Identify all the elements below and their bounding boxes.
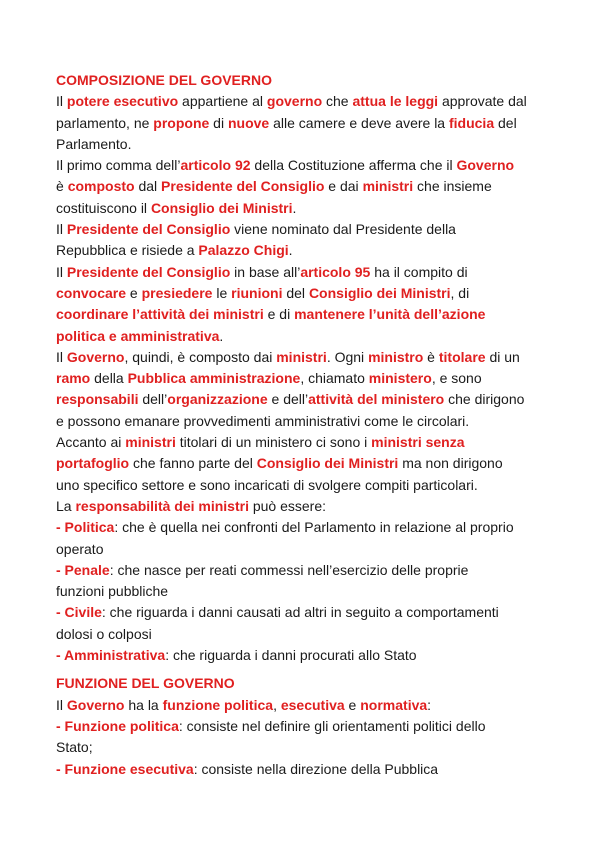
highlighted-term: riunioni bbox=[231, 284, 283, 301]
text-line bbox=[56, 737, 540, 758]
text-segment: Il bbox=[56, 696, 67, 713]
text-line bbox=[56, 262, 540, 283]
highlighted-term: ministri bbox=[125, 434, 176, 451]
highlighted-term: Consiglio dei Ministri bbox=[150, 199, 293, 216]
text-segment: : consiste nella direzione della Pubblica bbox=[193, 760, 439, 777]
highlighted-term: Governo bbox=[66, 348, 125, 365]
text-line bbox=[56, 198, 540, 219]
text-segment: . bbox=[288, 242, 293, 259]
text-segment: Stato; bbox=[56, 739, 93, 756]
text-segment: alle camere e deve avere la bbox=[269, 114, 449, 131]
highlighted-term: Governo bbox=[456, 157, 515, 174]
text-segment: le bbox=[212, 284, 232, 301]
text-segment: della Costituzione afferma che il bbox=[250, 157, 457, 174]
text-line bbox=[56, 560, 540, 581]
text-segment: è bbox=[423, 348, 439, 365]
highlighted-term: fiducia bbox=[448, 114, 495, 131]
text-segment: che bbox=[322, 93, 353, 110]
text-segment: parlamento, ne bbox=[56, 114, 154, 131]
text-line bbox=[56, 389, 540, 410]
text-segment: Il bbox=[56, 348, 67, 365]
text-segment: Il bbox=[56, 221, 67, 238]
text-line bbox=[56, 453, 540, 474]
highlighted-term: nuove bbox=[227, 114, 270, 131]
text-line bbox=[56, 759, 540, 780]
text-segment: e possono emanare provvedimenti amministrativi come le circolari. bbox=[56, 412, 470, 429]
text-segment: di bbox=[209, 114, 228, 131]
highlighted-term: responsabili bbox=[56, 391, 139, 408]
text-line bbox=[56, 645, 540, 666]
text-line bbox=[56, 602, 540, 623]
highlighted-term: Palazzo Chigi bbox=[198, 242, 289, 259]
highlighted-term: composto bbox=[67, 178, 135, 195]
text-line bbox=[56, 304, 540, 325]
text-segment: Il bbox=[56, 93, 67, 110]
text-segment: approvate dal bbox=[438, 93, 527, 110]
text-segment: , chiamato bbox=[300, 370, 369, 387]
text-segment: che dirigono bbox=[444, 391, 525, 408]
text-segment: Il primo comma dell’ bbox=[56, 157, 181, 174]
text-segment: Il bbox=[56, 263, 67, 280]
highlighted-term: convocare bbox=[56, 284, 127, 301]
text-segment: funzioni pubbliche bbox=[56, 583, 169, 600]
document-body bbox=[56, 70, 540, 780]
highlighted-term: - Politica bbox=[56, 519, 115, 536]
text-segment: Accanto ai bbox=[56, 434, 126, 451]
section-body-funzione bbox=[56, 695, 540, 780]
highlighted-term: responsabilità dei ministri bbox=[75, 497, 249, 514]
text-segment: ha la bbox=[124, 696, 163, 713]
highlighted-term: propone bbox=[153, 114, 210, 131]
highlighted-term: - Funzione politica bbox=[56, 717, 179, 734]
text-line bbox=[56, 219, 540, 240]
highlighted-term: potere esecutivo bbox=[66, 93, 179, 110]
highlighted-term: presiedere bbox=[141, 284, 213, 301]
text-segment: dell’ bbox=[138, 391, 168, 408]
highlighted-term: Presidente del Consiglio bbox=[161, 178, 325, 195]
highlighted-term: articolo 95 bbox=[300, 263, 371, 280]
text-line bbox=[56, 326, 540, 347]
highlighted-term: Governo bbox=[66, 696, 125, 713]
text-segment: . Ogni bbox=[326, 348, 369, 365]
highlighted-term: titolare bbox=[438, 348, 486, 365]
highlighted-term: mantenere l’unità dell’azione bbox=[294, 306, 486, 323]
text-segment: e bbox=[126, 284, 142, 301]
highlighted-term: attività del ministero bbox=[308, 391, 445, 408]
text-line bbox=[56, 155, 540, 176]
highlighted-term: attua le leggi bbox=[352, 93, 439, 110]
text-segment: , e sono bbox=[431, 370, 482, 387]
text-segment: ha il compito di bbox=[370, 263, 468, 280]
text-line bbox=[56, 134, 540, 155]
text-segment: di un bbox=[485, 348, 520, 365]
text-segment: : che nasce per reati commessi nell’esercizio delle proprie bbox=[109, 561, 469, 578]
text-line bbox=[56, 176, 540, 197]
text-segment: , di bbox=[450, 284, 470, 301]
highlighted-term: funzione politica bbox=[162, 696, 274, 713]
highlighted-term: - Funzione esecutiva bbox=[56, 760, 194, 777]
text-segment: costituiscono il bbox=[56, 199, 151, 216]
text-segment: Parlamento. bbox=[56, 135, 132, 152]
highlighted-term: ministri senza bbox=[371, 434, 465, 451]
text-line bbox=[56, 517, 540, 538]
text-segment: appartiene al bbox=[178, 93, 267, 110]
text-line bbox=[56, 581, 540, 602]
text-segment: del bbox=[494, 114, 517, 131]
text-line bbox=[56, 432, 540, 453]
text-line bbox=[56, 695, 540, 716]
text-segment: della bbox=[90, 370, 128, 387]
section-heading-composizione: COMPOSIZIONE DEL GOVERNO bbox=[56, 72, 272, 88]
text-segment: e di bbox=[263, 306, 295, 323]
text-line bbox=[56, 539, 540, 560]
highlighted-term: governo bbox=[266, 93, 323, 110]
text-segment: titolari di un ministero ci sono i bbox=[175, 434, 372, 451]
highlighted-term: Presidente del Consiglio bbox=[66, 221, 231, 238]
highlighted-term: - Amministrativa bbox=[56, 647, 166, 664]
text-line bbox=[56, 624, 540, 645]
text-line bbox=[56, 368, 540, 389]
highlighted-term: - Penale bbox=[56, 561, 110, 578]
highlighted-term: ministro bbox=[368, 348, 424, 365]
highlighted-term: ministero bbox=[368, 370, 432, 387]
section-heading-funzione: FUNZIONE DEL GOVERNO bbox=[56, 675, 235, 692]
text-segment: che insieme bbox=[413, 178, 492, 195]
text-segment: . bbox=[219, 327, 224, 344]
text-segment: operato bbox=[56, 540, 104, 557]
highlighted-term: - Civile bbox=[56, 604, 102, 621]
text-line bbox=[56, 240, 540, 261]
text-segment: . bbox=[292, 199, 297, 216]
text-segment: può essere: bbox=[248, 497, 327, 514]
text-segment: è bbox=[56, 178, 68, 195]
text-segment: uno specifico settore e sono incaricati di svolgere compiti particolari. bbox=[56, 476, 478, 493]
text-segment: Repubblica e risiede a bbox=[56, 242, 199, 259]
text-segment: e bbox=[344, 696, 361, 713]
text-segment: dolosi o colposi bbox=[56, 625, 152, 642]
highlighted-term: coordinare l’attività dei ministri bbox=[56, 306, 264, 323]
text-line bbox=[56, 283, 540, 304]
highlighted-term: articolo 92 bbox=[180, 157, 251, 174]
text-segment: : che riguarda i danni procurati allo Stato bbox=[165, 647, 417, 664]
text-segment: che fanno parte del bbox=[129, 455, 257, 472]
text-segment: e dai bbox=[324, 178, 363, 195]
text-segment: : consiste nel definire gli orientamenti politici dello bbox=[178, 717, 486, 734]
text-segment: : che riguarda i danni causati ad altri in seguito a comportamenti bbox=[101, 604, 499, 621]
text-segment: : bbox=[427, 696, 432, 713]
text-segment: in base all’ bbox=[230, 263, 301, 280]
text-segment: e dell’ bbox=[267, 391, 309, 408]
highlighted-term: Consiglio dei Ministri bbox=[256, 455, 399, 472]
highlighted-term: organizzazione bbox=[167, 391, 268, 408]
text-line bbox=[56, 496, 540, 517]
highlighted-term: ministri bbox=[362, 178, 414, 195]
text-segment: , quindi, è composto dai bbox=[124, 348, 277, 365]
text-segment: : che è quella nei confronti del Parlamento in relazione al proprio bbox=[114, 519, 514, 536]
text-segment: , bbox=[273, 696, 281, 713]
section-body-composizione bbox=[56, 91, 540, 666]
highlighted-term: normativa bbox=[360, 696, 428, 713]
highlighted-term: Pubblica amministrazione bbox=[127, 370, 301, 387]
text-segment: ma non dirigono bbox=[398, 455, 503, 472]
text-line bbox=[56, 91, 540, 112]
highlighted-term: politica e amministrativa bbox=[56, 327, 220, 344]
highlighted-term: esecutiva bbox=[280, 696, 345, 713]
text-line bbox=[56, 347, 540, 368]
highlighted-term: Presidente del Consiglio bbox=[66, 263, 231, 280]
text-line bbox=[56, 113, 540, 134]
text-line bbox=[56, 475, 540, 496]
text-segment: viene nominato dal Presidente della bbox=[230, 221, 456, 238]
text-segment: dal bbox=[134, 178, 162, 195]
highlighted-term: Consiglio dei Ministri bbox=[308, 284, 451, 301]
text-line bbox=[56, 411, 540, 432]
text-segment: del bbox=[282, 284, 309, 301]
highlighted-term: portafoglio bbox=[56, 455, 130, 472]
text-line bbox=[56, 716, 540, 737]
highlighted-term: ministri bbox=[276, 348, 327, 365]
highlighted-term: ramo bbox=[56, 370, 91, 387]
text-segment: La bbox=[56, 497, 76, 514]
